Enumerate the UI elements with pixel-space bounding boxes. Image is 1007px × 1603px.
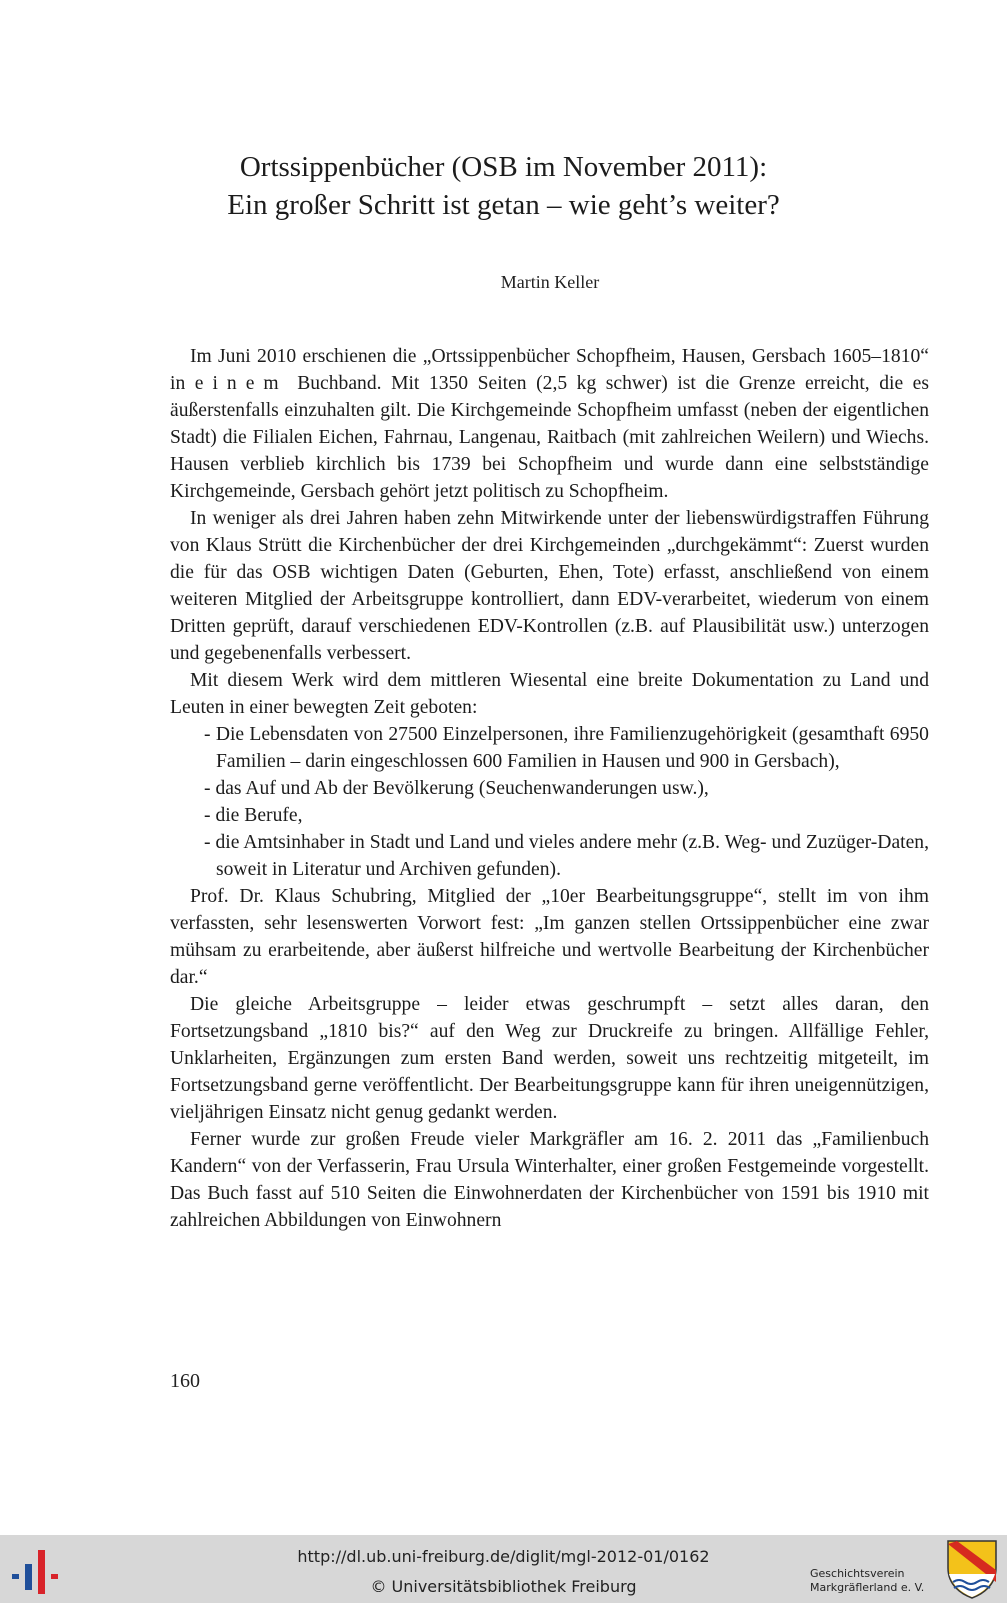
paragraph-1 (170, 343, 929, 505)
author-name: Martin Keller (500, 272, 600, 292)
spaced-word: einem (194, 373, 288, 394)
paragraph-6: Ferner wurde zur großen Freude vieler Markgräfler am 16. 2. 2011 das „Familienbuch Kandern“ von der Verfasserin, Frau Ursula Winterhalter, einer großen Festgemeinde vorgestellt. Das Buch fasst auf 510 Seiten die Einwohnerdaten der Kirchenbücher von 1591 bis 1910 mit zahlreichen Abbildungen von Einwohnern (170, 1129, 929, 1231)
society-crest-icon (945, 1538, 999, 1600)
society-name (810, 1567, 924, 1595)
paragraph-1-start: Im Juni 2010 erschienen die „Ortssippenbücher Schopfheim, Hausen, Gersbach 1605–1810“ in (170, 346, 929, 394)
paragraph-1-end: Buchband. Mit 1350 Seiten (2,5 kg schwer) ist die Grenze erreicht, die es äußerstenfalls einzuhalten gilt. Die Kirchgemeinde Schopfheim umfasst (neben der eigentlichen Stadt) die Filialen Eichen, Fahrnau, Langenau, Raitbach (mit zahlreichen Weilern) und Wiechs. Hausen verblieb kirchlich bis 1739 bei Schopfheim und wurde dann eine selbstständige Kirchgemeinde, Gersbach gehört jetzt politisch zu Schopfheim. (170, 373, 929, 502)
title-line-2: Ein großer Schritt ist getan – wie geht’s weiter? (227, 189, 780, 221)
title-line-1: Ortssippenbücher (OSB im November 2011): (239, 151, 768, 183)
list-item: - die Berufe, (216, 802, 929, 829)
society-line-1: Geschichtsverein (810, 1567, 905, 1580)
list-item: - Die Lebensdaten von 27500 Einzelpersonen, ihre Familienzugehörigkeit (gesamthaft 6950 Familien – darin eingeschlossen 600 Familien in Hausen und 900 in Gersbach), (216, 721, 929, 775)
copyright-text: © Universitätsbibliothek Freiburg (370, 1577, 637, 1596)
bullet-list (170, 721, 929, 883)
list-item: - das Auf und Ab der Bevölkerung (Seuchenwanderungen usw.), (216, 775, 929, 802)
paragraph-5: Die gleiche Arbeitsgruppe – leider etwas geschrumpft – setzt alles daran, den Fortsetzungsband „1810 bis?“ auf den Weg zur Druckreife zu bringen. Allfällige Fehler, Unklarheiten, Ergänzungen zum ersten Band werden, soweit uns rechtzeitig mitgeteilt, im Fortsetzungsband gerne veröffentlicht. Der Bearbeitungsgruppe kann für ihren uneigennützigen, vieljährigen Einsatz nicht genug gedankt werden. (170, 994, 929, 1123)
paragraph-2: In weniger als drei Jahren haben zehn Mitwirkende unter der liebenswürdigstraffen Führung von Klaus Strütt die Kirchenbücher der drei Kirchgemeinden „durchgekämmt“: Zuerst wurden die für das OSB wichtigen Daten (Geburten, Ehen, Tote) erfasst, anschließend von einem weiteren Mitglied der Arbeitsgruppe kontrolliert, dann EDV-verarbeitet, wiederum von einem Dritten geprüft, darauf verschiedenen EDV-Kontrollen (z.B. auf Plausibilität usw.) unterzogen und gegebenenfalls verbessert. (170, 508, 929, 664)
permalink-url[interactable]: http://dl.ub.uni-freiburg.de/diglit/mgl-2012-01/0162 (297, 1547, 710, 1566)
footer-bar (0, 1535, 1007, 1603)
article-title (0, 148, 1007, 224)
article-body (170, 343, 929, 1234)
page-number: 160 (170, 1370, 200, 1392)
paragraph-3: Mit diesem Werk wird dem mittleren Wiesental eine breite Dokumentation zu Land und Leuten in einer bewegten Zeit geboten: (170, 670, 929, 718)
society-line-2: Markgräflerland e. V. (810, 1581, 925, 1594)
paragraph-4: Prof. Dr. Klaus Schubring, Mitglied der „10er Bearbeitungsgruppe“, stellt im von ihm verfassten, sehr lesenswerten Vorwort fest: „Im ganzen stellen Ortssippenbücher eine zwar mühsam zu erarbeitende, aber äußerst hilfreiche und wertvolle Bearbeitung der Kirchenbücher dar.“ (170, 886, 929, 988)
list-item: - die Amtsinhaber in Stadt und Land und vieles andere mehr (z.B. Weg- und Zuzüger-Daten, soweit in Literatur und Archiven gefunden). (216, 829, 929, 883)
